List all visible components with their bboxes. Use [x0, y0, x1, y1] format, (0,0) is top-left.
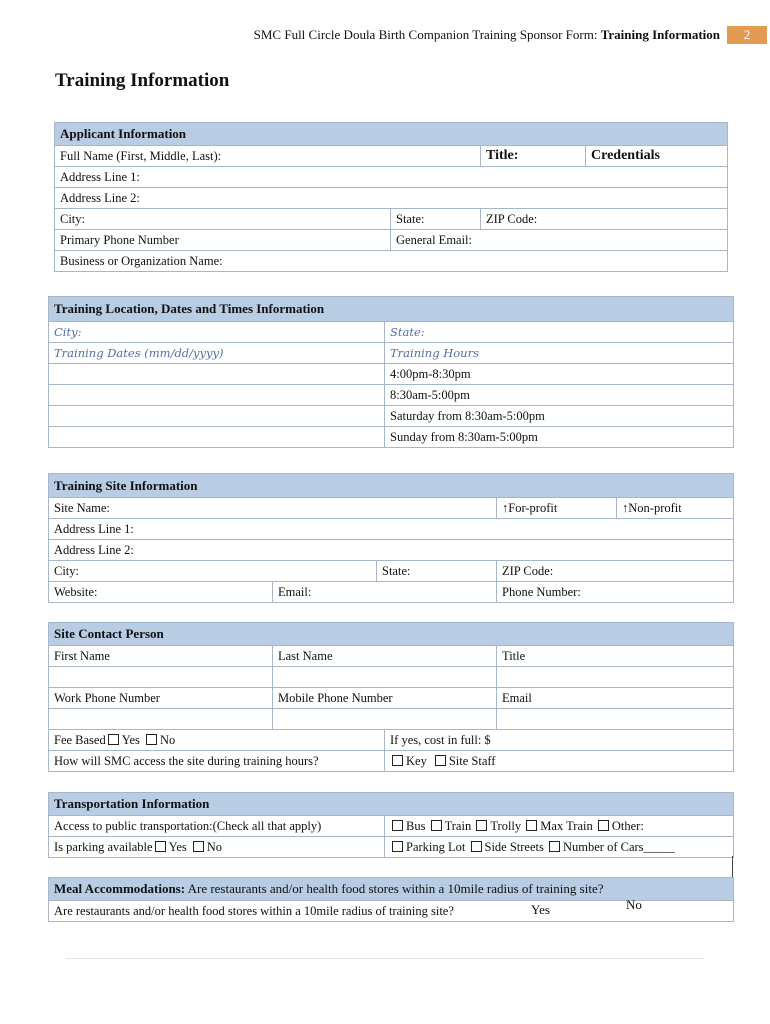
- parking-yes-checkbox[interactable]: [155, 841, 166, 852]
- site-access-question: How will SMC access the site during training hours?: [49, 751, 385, 772]
- last-name-label: Last Name: [273, 646, 497, 667]
- document-header: [0, 27, 720, 43]
- fee-yes-checkbox[interactable]: [108, 734, 119, 745]
- max-train-label: Max Train: [540, 818, 593, 833]
- non-profit-label: Non-profit: [628, 500, 682, 515]
- site-name-field[interactable]: Site Name:: [49, 498, 497, 519]
- training-hours-option: Sunday from 8:30am-5:00pm: [385, 427, 734, 448]
- number-of-cars-label: Number of Cars_____: [563, 839, 675, 854]
- transportation-heading: Transportation Information: [49, 793, 734, 816]
- parking-no-checkbox[interactable]: [193, 841, 204, 852]
- training-location-table: [48, 296, 734, 448]
- parking-options: [385, 837, 734, 858]
- work-phone-input[interactable]: [49, 709, 273, 730]
- fee-no-label: No: [159, 732, 176, 747]
- training-hours-option: Saturday from 8:30am-5:00pm: [385, 406, 734, 427]
- address-line-2-field[interactable]: Address Line 2:: [55, 188, 728, 209]
- key-label: Key: [406, 753, 427, 768]
- site-email-field[interactable]: Email:: [273, 582, 497, 603]
- site-access-options: [385, 751, 734, 772]
- parking-row: [49, 837, 385, 858]
- for-profit-label: For-profit: [508, 500, 558, 515]
- page-title: Training Information: [55, 70, 230, 91]
- train-checkbox[interactable]: [431, 820, 442, 831]
- work-phone-label: Work Phone Number: [49, 688, 273, 709]
- site-address-line-1-field[interactable]: Address Line 1:: [49, 519, 734, 540]
- credentials-field[interactable]: Credentials: [586, 146, 728, 167]
- other-label: Other:: [611, 818, 644, 833]
- public-transport-options: [385, 816, 734, 837]
- training-state-field[interactable]: State:: [385, 322, 734, 343]
- train-label: Train: [444, 818, 472, 833]
- bus-label: Bus: [406, 818, 426, 833]
- contact-email-label: Email: [497, 688, 734, 709]
- site-state-field[interactable]: State:: [377, 561, 497, 582]
- public-transport-question: Access to public transportation:(Check all that apply): [49, 816, 385, 837]
- training-site-heading: Training Site Information: [49, 474, 734, 498]
- site-contact-table: [48, 622, 734, 772]
- other-checkbox[interactable]: [598, 820, 609, 831]
- parking-yes-label: Yes: [168, 839, 187, 854]
- primary-phone-field[interactable]: Primary Phone Number: [55, 230, 391, 251]
- training-date-cell[interactable]: [49, 406, 385, 427]
- trolly-label: Trolly: [490, 818, 522, 833]
- first-name-input[interactable]: [49, 667, 273, 688]
- contact-email-input[interactable]: [497, 709, 734, 730]
- training-hours-option: 4:00pm-8:30pm: [385, 364, 734, 385]
- site-address-line-2-field[interactable]: Address Line 2:: [49, 540, 734, 561]
- parking-no-label: No: [206, 839, 223, 854]
- state-field[interactable]: State:: [391, 209, 481, 230]
- site-website-field[interactable]: Website:: [49, 582, 273, 603]
- footer-divider: [66, 958, 704, 959]
- contact-title-label: Title: [497, 646, 734, 667]
- radio-icon: ↑: [622, 500, 629, 515]
- applicant-information-heading: Applicant Information: [55, 123, 728, 146]
- training-date-cell[interactable]: [49, 364, 385, 385]
- page-number-badge: 2: [727, 26, 767, 44]
- site-zip-field[interactable]: ZIP Code:: [497, 561, 734, 582]
- non-profit-option[interactable]: [617, 498, 734, 519]
- meal-accommodations-question: Are restaurants and/or health food stores within a 10mile radius of training site?: [185, 881, 604, 896]
- applicant-information-table: [54, 122, 728, 272]
- max-train-checkbox[interactable]: [526, 820, 537, 831]
- side-streets-checkbox[interactable]: [471, 841, 482, 852]
- cost-field[interactable]: If yes, cost in full: $: [385, 730, 734, 751]
- site-staff-checkbox[interactable]: [435, 755, 446, 766]
- meal-no-option[interactable]: No: [626, 897, 642, 912]
- address-line-1-field[interactable]: Address Line 1:: [55, 167, 728, 188]
- training-city-field[interactable]: City:: [49, 322, 385, 343]
- transportation-table: [48, 792, 734, 858]
- bus-checkbox[interactable]: [392, 820, 403, 831]
- mobile-phone-input[interactable]: [273, 709, 497, 730]
- contact-title-input[interactable]: [497, 667, 734, 688]
- site-city-field[interactable]: City:: [49, 561, 377, 582]
- training-location-heading: Training Location, Dates and Times Information: [49, 297, 734, 322]
- mobile-phone-label: Mobile Phone Number: [273, 688, 497, 709]
- zip-code-field[interactable]: ZIP Code:: [481, 209, 728, 230]
- fee-no-checkbox[interactable]: [146, 734, 157, 745]
- full-name-field[interactable]: Full Name (First, Middle, Last):: [55, 146, 481, 167]
- title-field[interactable]: Title:: [481, 146, 586, 167]
- last-name-input[interactable]: [273, 667, 497, 688]
- number-of-cars-checkbox[interactable]: [549, 841, 560, 852]
- training-date-cell[interactable]: [49, 385, 385, 406]
- general-email-field[interactable]: General Email:: [391, 230, 728, 251]
- meal-accommodations-label: Meal Accommodations:: [54, 881, 186, 896]
- site-staff-label: Site Staff: [448, 753, 496, 768]
- parking-lot-checkbox[interactable]: [392, 841, 403, 852]
- training-hours-label: Training Hours: [385, 343, 734, 364]
- trolly-checkbox[interactable]: [476, 820, 487, 831]
- key-checkbox[interactable]: [392, 755, 403, 766]
- training-hours-option: 8:30am-5:00pm: [385, 385, 734, 406]
- training-dates-field[interactable]: Training Dates (mm/dd/yyyy): [49, 343, 385, 364]
- meal-question: Are restaurants and/or health food stores within a 10mile radius of training site?: [54, 903, 454, 918]
- meal-yes-option[interactable]: Yes: [531, 902, 550, 917]
- side-streets-label: Side Streets: [484, 839, 544, 854]
- parking-lot-label: Parking Lot: [406, 839, 466, 854]
- site-contact-heading: Site Contact Person: [49, 623, 734, 646]
- fee-based-label: Fee Based: [54, 732, 106, 747]
- city-field[interactable]: City:: [55, 209, 391, 230]
- parking-question: Is parking available: [54, 839, 153, 854]
- first-name-label: First Name: [49, 646, 273, 667]
- training-date-cell[interactable]: [49, 427, 385, 448]
- site-phone-field[interactable]: Phone Number:: [497, 582, 734, 603]
- document-title: SMC Full Circle Doula Birth Companion Training Sponsor Form:: [253, 27, 601, 42]
- fee-yes-label: Yes: [121, 732, 140, 747]
- table-edge-line: [732, 856, 733, 878]
- fee-based-row: [49, 730, 385, 751]
- radio-icon: ↑: [502, 500, 509, 515]
- training-site-table: [48, 473, 734, 603]
- document-title-section: Training Information: [600, 27, 720, 42]
- business-name-field[interactable]: Business or Organization Name:: [55, 251, 728, 272]
- for-profit-option[interactable]: [497, 498, 617, 519]
